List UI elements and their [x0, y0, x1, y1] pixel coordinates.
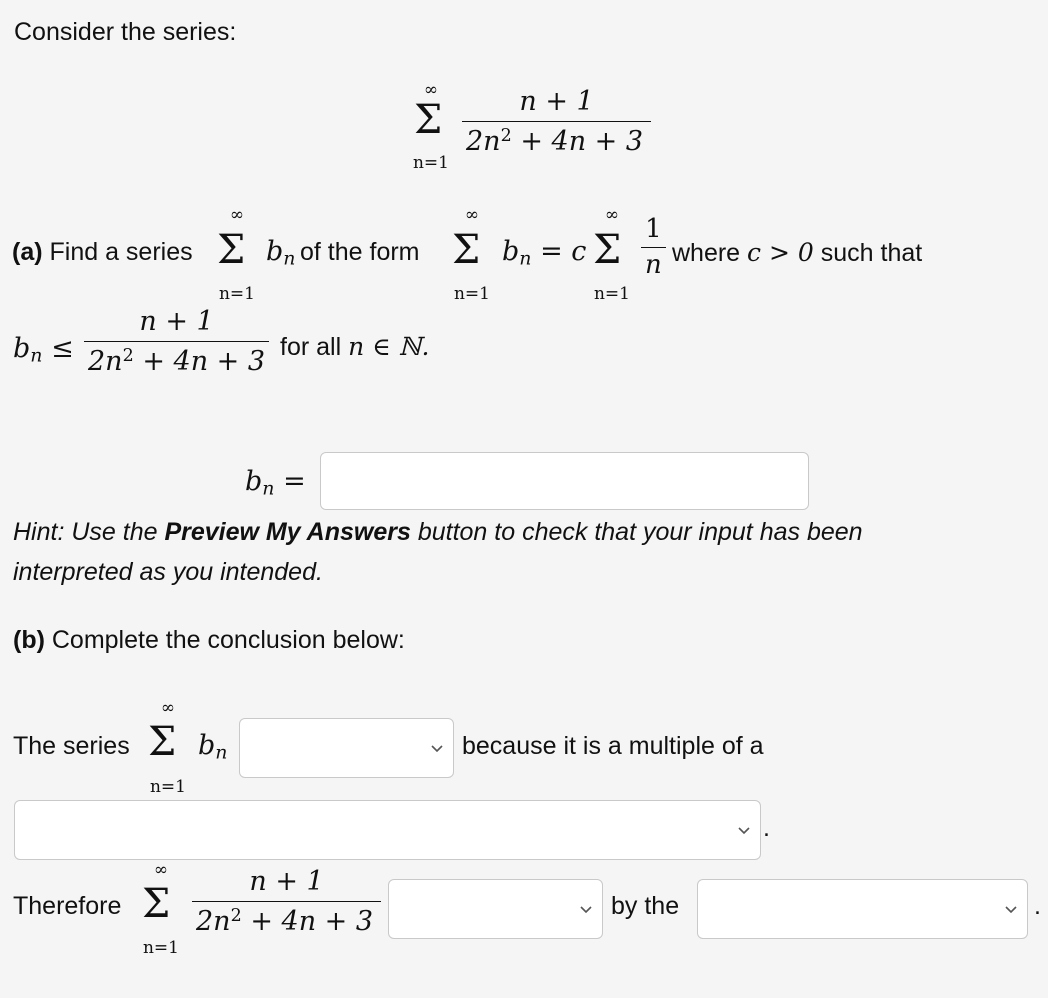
part-a-label: (a) [12, 238, 43, 266]
convergence-select-1[interactable] [239, 718, 454, 778]
part-b-label: (b) [13, 626, 45, 654]
chevron-down-icon [1005, 906, 1017, 914]
hint-line-1: Hint: Use the Preview My Answers button to check that your input has been [13, 518, 863, 546]
main-series-lower-limit: n=1 [412, 153, 449, 173]
bn-answer-input[interactable] [320, 452, 809, 510]
because-text: because it is a multiple of a [462, 732, 764, 760]
main-series-sigma: Σ [414, 97, 443, 143]
sum5-upper: ∞ [153, 860, 169, 880]
of-the-form-text: of the form [300, 238, 420, 266]
sum1-upper: ∞ [229, 205, 245, 225]
sum2-sigma: Σ [452, 227, 481, 273]
bn-bound-fraction: $\frac{n + 1}{2n^2 + 4n + 3}$ [84, 306, 269, 377]
sum2-term: $b_n = c$ [502, 236, 587, 270]
preview-button-name: Preview My Answers [164, 518, 411, 546]
chevron-down-icon [431, 745, 443, 753]
by-the-text: by the [611, 892, 680, 920]
sum4-upper: ∞ [160, 698, 176, 718]
intro-text: Consider the series: [14, 18, 237, 46]
part-a-line: (a) Find a series [12, 238, 193, 266]
chevron-down-icon [580, 906, 592, 914]
main-series-fraction [462, 86, 651, 157]
sum3-lower: n=1 [593, 284, 630, 304]
the-series-text: The series [13, 732, 130, 760]
sum5-sigma: Σ [142, 881, 171, 927]
bn-equals-label: $b_n$ = [245, 466, 306, 500]
for-all-text: for all n ∈ ℕ. [280, 332, 430, 361]
sum4-term: $b_n$ [198, 730, 228, 764]
test-select[interactable] [697, 879, 1028, 939]
sum3-sigma: Σ [593, 227, 622, 273]
therefore-text: Therefore [13, 892, 122, 920]
sum2-upper: ∞ [464, 205, 480, 225]
sum1-sigma: Σ [217, 227, 246, 273]
chevron-down-icon [738, 827, 750, 835]
hint-line-2: interpreted as you intended. [13, 558, 323, 586]
main-series-upper-limit: ∞ [423, 80, 439, 100]
therefore-fraction: $\frac{n + 1}{2n^2 + 4n + 3}$ [192, 866, 381, 937]
bn-leq: $b_n$ ≤ [13, 333, 74, 367]
sum3-fraction: $\frac{1}{n}$ [641, 214, 666, 280]
sum3-upper: ∞ [604, 205, 620, 225]
where-text: where c > 0 such that [672, 238, 923, 267]
convergence-select-2[interactable] [388, 879, 603, 939]
series-type-select[interactable] [14, 800, 761, 860]
period-1: . [763, 814, 770, 842]
sum1-lower: n=1 [218, 284, 255, 304]
period-2: . [1034, 892, 1041, 920]
main-denominator: $2n^2 + 4n + 3$ [462, 121, 651, 157]
sum4-sigma: Σ [148, 719, 177, 765]
sum5-lower: n=1 [142, 938, 179, 958]
sum1-term: $b_n$ [266, 236, 296, 270]
sum2-lower: n=1 [453, 284, 490, 304]
part-b-line: (b) Complete the conclusion below: [13, 626, 405, 654]
sum4-lower: n=1 [149, 777, 186, 797]
main-numerator: n + 1 [519, 86, 594, 117]
